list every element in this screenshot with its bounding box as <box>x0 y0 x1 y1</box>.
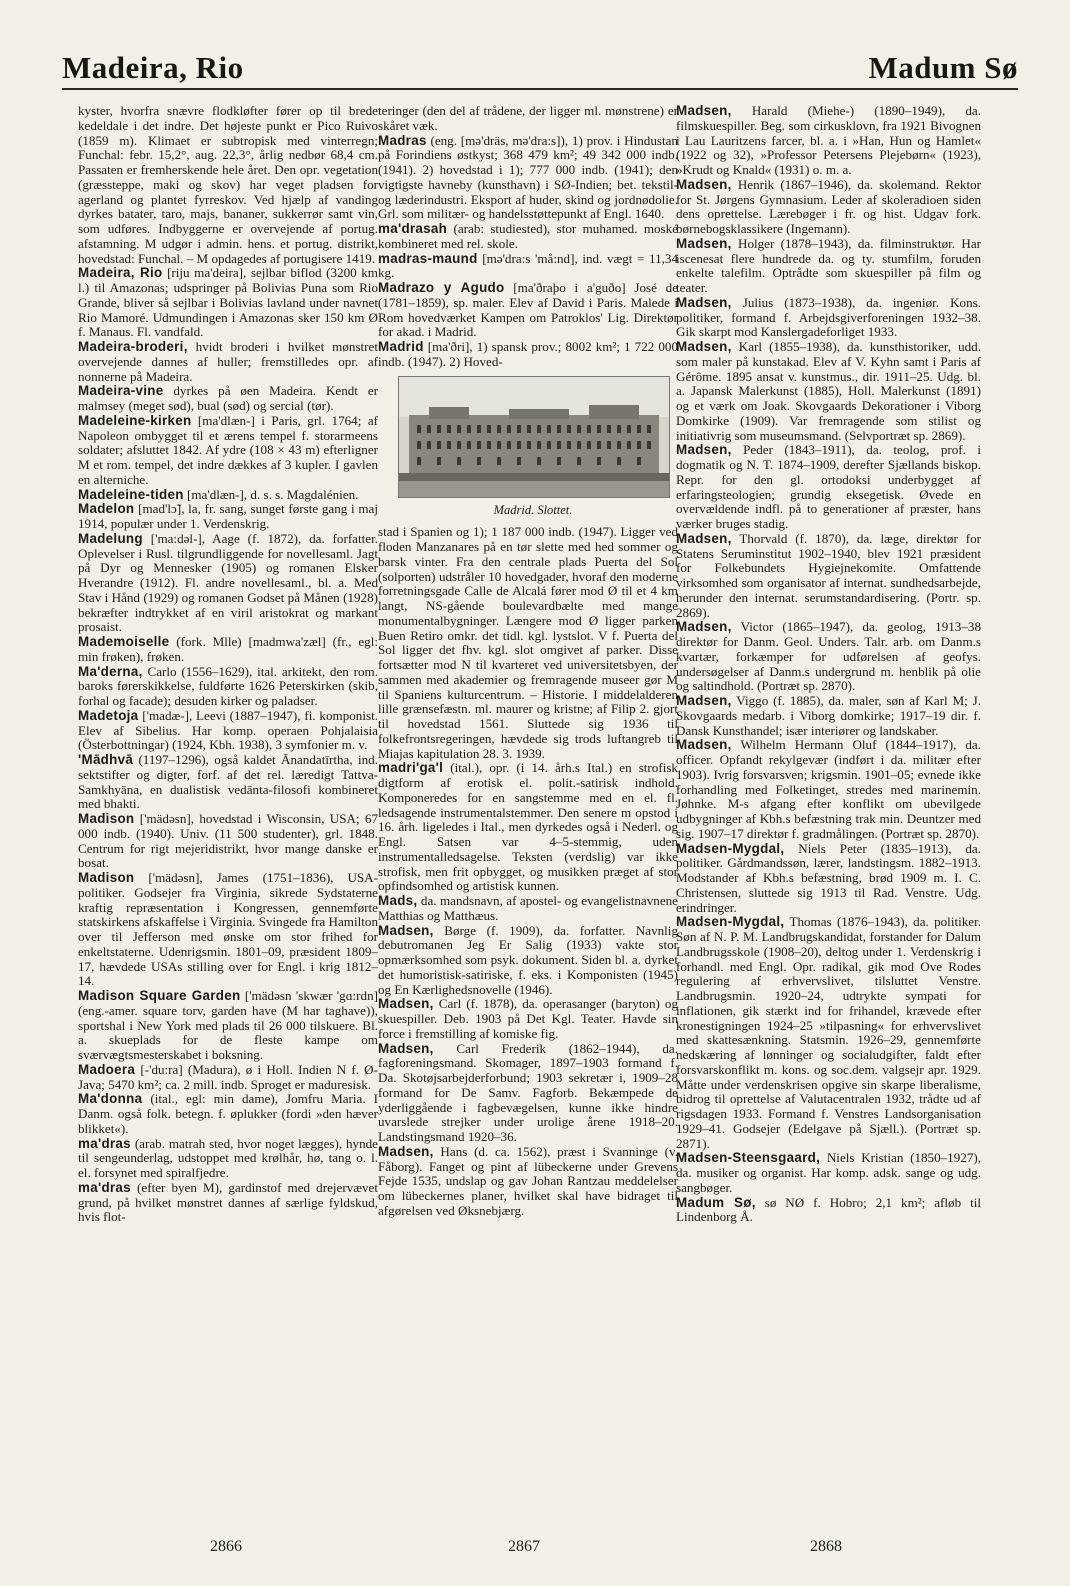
dictionary-entry <box>676 1196 981 1226</box>
dictionary-entry <box>378 525 678 761</box>
dictionary-entry <box>78 812 378 871</box>
entry-headword: Madison Square Garden <box>78 988 241 1003</box>
entry-text: Karl (1855–1938), da. kunsthistoriker, udd. som maler på kunstakad. Elev af V. Kyhn samt i Paris af Gérôme. 1895 ansat v. kunstmus., dir. 1911–25. Udg. bl. a. Japansk Malerkunst (1885), Holl. Malerkunst (1891) og et værk om Joak. Skovgaards Dekorationer i Viborg Domkirke (1909). Var fremragende som stilist og initiativrig som museumsmand. (Selvportræt sp. 2869). <box>676 339 981 443</box>
header-left-title: Madeira, Rio <box>62 50 244 85</box>
entry-headword: Madsen, <box>676 294 732 310</box>
madrid-palace-photo <box>398 376 670 498</box>
dictionary-entry <box>676 738 981 841</box>
dictionary-entry <box>676 694 981 738</box>
entry-headword: Mademoiselle <box>78 634 170 649</box>
dictionary-entry <box>378 134 678 223</box>
entry-text: Wilhelm Hermann Oluf (1844–1917), da. officer. Opfandt rekylgevær (indført i da. militær efter 1903). Ivrig forsvarsven; krigsmin. 1901–05; evnede ikke forhandling med Folketinget, stredes med marinemin. Jøhnke. M-s afgang efter konflikt om ubevilgede udbygninger af Kbh.s befæstning trak min. Deuntzer med sig. 1907–17 direktør f. gradmålingen. (Portræt sp. 2870). <box>676 737 981 841</box>
entry-headword: Madsen, <box>676 235 732 251</box>
dictionary-entry <box>78 266 378 340</box>
entry-headword: Madrazo y Agudo <box>378 280 505 295</box>
entry-headword: Madoera <box>78 1061 136 1077</box>
entry-text: [riju ma'deira], sejlbar biflod (3200 km l.) til Amazonas; udspringer på Bolivias Puna som Rio Grande, bliver så sejlbar i Bolivias lavland under navnet Rio Mamoré. Udmundingen i Amazonas sker 150 km Ø f. Manaus. Fl. vandfald. <box>78 265 378 340</box>
entry-headword: Mads, <box>378 893 418 908</box>
dictionary-entry <box>78 635 378 665</box>
entry-headword: Madsen, <box>676 693 732 708</box>
dictionary-entry <box>676 104 981 178</box>
entry-text: Hans (d. ca. 1562), præst i Svanninge (v. Fåborg). Fanget og pint af lübeckerne under Grevens Fejde 1535, undslap og gav Johan Rantzau meddelelser om lübeckernes planer, hvilket skal have bidraget til afgørelsen ved Øksnebjærg. <box>378 1143 678 1218</box>
header-rule <box>62 88 1018 90</box>
dictionary-entry <box>676 443 981 532</box>
entry-text: ['mädəsn 'skwær 'gɑ:rdn] (eng.-amer. square torv, garden have (M har taghave)), sportshal i New York med plads til 26 000 tilskuere. Bl. a. skueplads for de fleste kampe om sværvægtsmesterskabet i boksning. <box>78 988 378 1062</box>
dictionary-entry <box>78 753 378 812</box>
page-number-middle: 2867 <box>508 1538 540 1555</box>
entry-headword: Ma'derna, <box>78 663 143 679</box>
entry-text: Henrik (1867–1946), da. skolemand. Rektor for St. Jørgens Gymnasium. Leder af skoleradioen siden dens oprettelse. Lærebøger i fr. og hist. Udgav fork. børnebogsklassikere (Ingemann). <box>676 176 981 236</box>
entry-text: (ital.), opr. (i 14. årh.s Ital.) en strofisk digtform af erotisk el. polit.-satirisk indhold. Komponeredes for en sangstemme med en el. fl. ledsagende instrumentalstemmer. Den senere m opstod i 16. årh. ligeledes i Ital., men dyrkedes også i Nederl. og Engl. Satsen var 4–5-stemmig, uden instrumentalledsagelse. Teksten (verdslig) var ikke strofisk, men frit opbygget, og musikken præget af stor opfindsomhed og artistisk kunnen. <box>378 760 678 894</box>
column-2-upper <box>378 104 678 370</box>
entry-text: kyster, hvorfra snævre flodkløfter fører op til brede kedeldale i det indre. Det højeste punkt er Pico Ruivo (1859 m). Klimaet er subtropisk med vinterregn; Funchal: febr. 15,2°, aug. 22,3°, årlig nedbør 68,4 cm. Passaten er fremherskende hele året. Den opr. vegetation (græssteppe, maki og skov) har veget pladsen for agerland og plantet fyrreskov. Ved hjælp af vanding dyrkes batater, taro, majs, bananer, sukkerrør samt vin, som udføres. Indbyggerne er overvejende af portug. afstamning. M udgør i admin. hens. et portug. distrikt, hovedstad: Funchal. – M opdagedes af portugisere 1419. <box>78 104 378 266</box>
entry-text: ['madæ-], Leevi (1887–1947), fi. komponist. Elev af Sibelius. Har komp. operaen Pohjalaisia (Österbottningar) (1924, Kbh. 1938), 3 symfonier m. v. <box>78 707 378 753</box>
entry-headword: Madeleine-tiden <box>78 486 184 502</box>
dictionary-entry <box>378 924 678 998</box>
dictionary-entry <box>78 709 378 753</box>
dictionary-entry <box>78 104 378 266</box>
dictionary-entry <box>78 1181 378 1225</box>
dictionary-entry <box>78 871 378 989</box>
entry-text: ['ma:dəl-], Aage (f. 1872), da. forfatter. Oplevelser i Rusl. tilgrundliggende for novellesaml. Jagt på Dyr og Mennesker (1905) og romanen Elsker Hverandre (1912). Fl. andre novellesaml., bl. a. Med Stav i Hånd (1929) og romanen Godset på Månen (1928) bekræfter indtrykket af en viril aristokrat og markant prosaist. <box>78 530 378 635</box>
entry-text: (eng. [mə'dräs, mə'dra:s]), 1) prov. i Hindustan på Forindiens østkyst; 368 479 km²; 49 342 000 indb. (1941). 2) hovedstad i 1); 777 000 indb. (1941); den vigtigste havneby (kunsthavn) i SØ-Indien; bet. tekstil- og læderindustri. Eksport af huder, skind og jordnødolie. Grl. som militær- og handelsstøttepunkt af Engl. 1640. <box>378 132 678 222</box>
column-3 <box>676 104 981 1476</box>
dictionary-entry <box>378 222 678 252</box>
dictionary-entry <box>78 1092 378 1136</box>
entry-text: (arab. matrah sted, hvor noget lægges), hynde til sengeunderlag, udstoppet med krølhår, hø, tang o. l. el. forsynet med spiralfjedre. <box>78 1135 378 1180</box>
entry-text: da. mandsnavn, af apostel- og evangelistnavnene Matthias og Matthæus. <box>378 893 678 923</box>
page-number-left: 2866 <box>210 1538 242 1555</box>
entry-text: teringer (den del af trådene, der ligger ml. mønstrene) er skåret væk. <box>378 104 678 133</box>
entry-headword: Madelon <box>78 501 135 517</box>
entry-headword: Madsen, <box>378 996 434 1012</box>
entry-headword: Madum Sø, <box>676 1194 756 1210</box>
dictionary-entry <box>78 989 378 1063</box>
entry-text: Carlo (1556–1629), ital. arkitekt, den rom. baroks førerskikkelse, fuldførte 1626 Peterskirken (skib, forhal og facade); desuden kirker og paladser. <box>78 663 378 708</box>
entry-text: (efter byen M), gardinstof med drejervævet grund, på hvilket mønstret dannes af særlige fyldskud, hvis flot- <box>78 1179 378 1225</box>
dictionary-entry <box>78 532 378 635</box>
madrid-figure <box>398 376 668 518</box>
entry-text: [ma'dlæn-] i Paris, grl. 1764; af Napoleon ombygget til et ærens tempel f. storarmeens soldater; afsluttet 1842. Af ydre (108 × 43 m) efterligner M et rom. tempel, det indre dækkes af 3 kupler. I gavlen en alterniche. <box>78 412 378 487</box>
entry-headword: Madsen-Steensgaard, <box>676 1150 821 1166</box>
dictionary-entry <box>676 1151 981 1195</box>
entry-headword: madri'ga'l <box>378 760 444 776</box>
entry-headword: Madsen, <box>676 339 732 354</box>
dictionary-entry <box>378 252 678 282</box>
entry-headword: Madsen, <box>378 1040 434 1056</box>
entry-headword: Madeira-broderi, <box>78 339 188 354</box>
figure-caption: Madrid. Slottet. <box>493 502 573 517</box>
entry-headword: Madetoja <box>78 707 139 723</box>
entry-headword: Madsen, <box>676 619 732 635</box>
entry-headword: Madison <box>78 870 135 885</box>
entry-text: Niels Peter (1835–1913), da. politiker. Gårdmandssøn, lærer, landstingsm. 1882–1913. Modstander af Kbh.s befæstning, brød 1909 m. I. C. Christensen, sluttede sig 1913 til Rad. Venstre. Udg. erindringer. <box>676 840 981 915</box>
entry-headword: Madsen, <box>676 530 732 546</box>
entry-text: (ital., egl: min dame), Jomfru Maria. I Danm. også folk. betegn. f. øplukker (fordi »den hæver blikket«). <box>78 1091 378 1136</box>
entry-text: Børge (f. 1909), da. forfatter. Navnlig debutromanen Jeg Er Salig (1933) vakte stor opmærksomhed som psyk. dokument. Siden bl. a. dyrket det humoristisk-satiriske, f. eks. i Komponisten (1945) og En Kærlighedsnovelle (1946). <box>378 922 678 997</box>
entry-headword: ma'drasah <box>378 221 448 236</box>
entry-text: [-'du:ra] (Madura), ø i Holl. Indien N f. Ø-Java; 5470 km²; ca. 2 mill. indb. Sproget er maduresisk. <box>78 1061 378 1092</box>
entry-headword: ma'dras <box>78 1135 131 1151</box>
entry-headword: Madsen, <box>378 1143 434 1159</box>
page-header <box>62 40 1018 86</box>
column-1 <box>78 104 378 1476</box>
dictionary-entry <box>378 340 678 370</box>
entry-headword: madras-maund <box>378 250 478 266</box>
entry-headword: Madeira, Rio <box>78 265 163 281</box>
entry-headword: Madelung <box>78 530 143 546</box>
entry-text: (1197–1296), også kaldet Ānandatīrtha, ind. sektstifter og digter, forf. af det rel. læredigt Tattva-Samkhyāna, en dualistisk vedānta-filosofi kombineret med bhakti. <box>78 752 378 812</box>
entry-text: Harald (Miehe-) (1890–1949), da. filmskuespiller. Beg. som cirkusklovn, fra 1921 Bivognen i Lau Lauritzens farcer, bl. a. i »Han, Hun og Hamlet« (1922 og 32), »Professor Petersens Plejebørn« (1923), »Krudt og Knald« (1931) o. m. a. <box>676 104 981 177</box>
entry-headword: Madeleine-kirken <box>78 412 192 428</box>
dictionary-entry <box>78 502 378 532</box>
dictionary-entry <box>676 915 981 1151</box>
entry-text: hvidt broderi i hvilket mønstret overvejende dannes af huller; fremstilledes opr. af nonnerne på Madeira. <box>78 339 378 384</box>
header-right-title: Madum Sø <box>868 50 1018 85</box>
dictionary-entry <box>676 296 981 340</box>
entry-headword: Madsen, <box>676 737 732 753</box>
entry-headword: Madras <box>378 132 427 148</box>
dictionary-entry <box>676 842 981 916</box>
entry-text: (arab: studiested), stor muhamed. moské kombineret med rel. skole. <box>378 221 678 251</box>
entry-text: [ma'dlæn-], d. s. s. Magdalénien. <box>186 486 359 502</box>
dictionary-entry <box>676 178 981 237</box>
entry-headword: Madeira-vine <box>78 383 164 399</box>
entry-headword: Madsen-Mygdal, <box>676 840 785 856</box>
dictionary-entry <box>78 488 378 503</box>
entry-headword: Madsen, <box>676 442 732 458</box>
dictionary-entry <box>78 384 378 414</box>
entry-text: ['mädəsn], hovedstad i Wisconsin, USA; 67 000 indb. (1940). Univ. (11 500 studenter), grl. 1848. Centrum for rigt mejeridistrikt, hvor mange danske er bosat. <box>78 811 378 871</box>
dictionary-entry <box>378 997 678 1041</box>
entry-headword: Madrid <box>378 339 424 354</box>
dictionary-entry <box>78 665 378 709</box>
dictionary-entry <box>78 414 378 488</box>
dictionary-entry <box>676 620 981 694</box>
entry-text: Carl Frederik (1862–1944), da. fagforeningsmand. Skomager, 1897–1903 formand f. Da. Skotøjsarbejderforbund; 1903 sekretær i, 1909–28 formand for De Samv. Fagforb. Bekæmpede de yderliggående i fagbevægelsen, kunne ikke hindre uvarslede strejker under urolige årene 1918–20. Landstingsmand 1920–36. <box>378 1040 678 1144</box>
entry-headword: 'Mādhvā <box>78 752 134 767</box>
column-2-lower <box>378 525 678 1218</box>
entry-text: Viggo (f. 1885), da. maler, søn af Karl M; J. Skovgaards medarb. i Viborg domkirke; 1917–19 dir. f. Dansk Kunsthandel; især interiører og landskaber. <box>676 693 981 738</box>
dictionary-entry <box>78 1063 378 1093</box>
entry-text: Thorvald (f. 1870), da. læge, direktør for Statens Seruminstitut 1902–1940, blev 1921 præsident for Folkebundets Hygiejnekomite. Omfattende virksomhed som organisator af internat. sundhedsarbejde, herunder den internat. serumstandardisering. (Portr. sp. 2869). <box>676 530 981 620</box>
entry-headword: Madsen-Mygdal, <box>676 914 785 930</box>
entry-text: Julius (1873–1938), da. ingeniør. Kons. politiker, formand f. Arbejdsgiverforeningen 1932–38. Gik skarpt mod Kanslergadeforliget 1933. <box>676 294 981 340</box>
entry-headword: Madison <box>78 811 135 826</box>
dictionary-entry <box>78 1137 378 1181</box>
dictionary-entry <box>676 340 981 443</box>
dictionary-entry <box>676 532 981 621</box>
dictionary-entry <box>78 340 378 384</box>
dictionary-entry <box>378 761 678 894</box>
entry-text: Niels Kristian (1850–1927), da. musiker og organist. Har komp. adsk. sange og udg. sangbøger. <box>676 1150 981 1195</box>
entry-text: Victor (1865–1947), da. geolog, 1913–38 direktør for Danm. Geol. Unders. Talr. arb. om Danm.s kvartær, forkæmper for udførelsen af geofys. undersøgelser af Danm.s undergrund m. henblik på olie og saltindhold. (Portræt sp. 2870). <box>676 619 981 694</box>
entry-headword: ma'dras <box>78 1179 131 1195</box>
entry-headword: Madsen, <box>378 922 434 938</box>
entry-text: dyrkes på øen Madeira. Kendt er malmsey (meget sød), bual (sød) og sercial (tør). <box>78 383 378 413</box>
entry-text: (fork. Mlle) [madmwa'zæl] (fr., egl: min frøken), frøken. <box>78 634 378 664</box>
entry-text: stad i Spanien og 1); 1 187 000 indb. (1947). Ligger ved floden Manzanares på en tør slette med hed sommer og barsk vinter. Fra den centrale plads Puerta del Sol (solporten) udstråler 10 hovedgader, hvoraf den moderne forretningsgade Calle de Alcalá fører mod Ø til et 4 km langt, NS-gående boulevardbælte med mange monumentalbygninger. Længere mod Ø ligger parken Buen Retiro omkr. det tidl. kgl. lystslot. V f. Puerta del Sol ligger det fhv. kgl. slot omgivet af parker. Disse fortsætter mod N til kvarteret ved universitetsbyen, der sammen med akademier og fremragende museer gør M til Spaniens kulturcentrum. – Historie. I middelalderen lille grænsefæstn. ml. maurer og kristne; af Filip 2. gjort til hovedstad 1561. Sluttede sig 1936 til folkefrontsregeringen, hævdede sig trods luftangreb til Miajas kapitulation 28. 3. 1939. <box>378 524 678 761</box>
dictionary-entry <box>378 894 678 924</box>
dictionary-entry <box>676 237 981 296</box>
entry-text: Peder (1843–1911), da. teolog, prof. i dogmatik og N. T. 1874–1909, derefter Sjællands biskop. Repr. for den gl. ortodoksi underbygget af erfaringsteologien; grundig eksegetisk. Øvede en overvældende indfl. på to generationer af præster, hans værker bruges stadig. <box>676 442 981 531</box>
entry-text: Carl (f. 1878), da. operasanger (baryton) og skuespiller. Deb. 1903 på Det Kgl. Teater. Havde sin force i fremstilling af komiske fig. <box>378 996 678 1041</box>
entry-text: sø NØ f. Hobro; 2,1 km²; afløb til Lindenborg Å. <box>676 1194 981 1225</box>
entry-headword: Madsen, <box>676 176 732 192</box>
entry-text: [ma'ðri], 1) spansk prov.; 8002 km²; 1 722 000 indb. (1947). 2) Hoved- <box>378 339 678 369</box>
page-number-right: 2868 <box>810 1538 842 1555</box>
entry-headword: Ma'donna <box>78 1091 143 1107</box>
dictionary-entry <box>378 1145 678 1219</box>
entry-headword: Madsen, <box>676 104 732 118</box>
dictionary-entry <box>378 104 678 134</box>
entry-text: [mad'lɔ̃], la, fr. sang, sunget første gang i maj 1914, populær under 1. Verdenskrig. <box>78 501 378 531</box>
dictionary-entry <box>378 281 678 340</box>
entry-text: [mə'dra:s 'må:nd], ind. vægt = 11,34 kg. <box>378 250 678 281</box>
column-2 <box>378 104 678 1476</box>
entry-text: Holger (1878–1943), da. filminstruktør. Har iscenesat flere hundrede da. og ty. stumfilm, foruden enkelte talefilm. Optrådte som skuespiller på film og teater. <box>676 235 981 295</box>
entry-text: ['mädəsn], James (1751–1836), USA-politiker. Godsejer fra Virginia, sikrede Sydstaterne kraftig repræsentation i Kongressen, gennemførte statskirkens afskaffelse i Virginia. Svingede fra Hamilton over til Jefferson med ønske om stor frihed for enkeltstaterne. Udenrigsmin. 1801–09, præsident 1809–17, hævdede USAs stilling over for Engl. i krig 1812–14. <box>78 870 378 989</box>
dictionary-entry <box>378 1042 678 1145</box>
entry-text: [ma'ðraþo i a'guðo] José de (1781–1859), sp. maler. Elev af David i Paris. Malede i Rom hovedværket Kampen om Patroklos' Lig. Direktør for akad. i Madrid. <box>378 280 678 340</box>
entry-text: Thomas (1876–1943), da. politiker. Søn af N. P. M. Landbrugskandidat, forstander for Dalum Landbrugsskole (1908–20), deltog under 1. Verdenskrig i forhandl. med Engl. Opr. radikal, gik mod Ove Rodes regulering af erhvervslivet, tilsluttet Venstre. Landbrugsmin. 1920–24, udtrykte sympati for inflationen, gik stærkt ind for frihandel, krævede efter kronestigningen 1924–25 »tilpasning« for erhvervslivet med skattesænkning. Statsmin. 1926–29, gennemførte nedskæring af lønninger og socialudgifter, faldt efter forsvarskonflikt m. kons. og soc.dem. valgsejr apr. 1929. Måtte under verdenskrisen opgive sin skarpe liberalisme, bidrog til oprettelse af Valutacentralen 1932, trådte ud af rigsdagen 1933. Formand f. Venstres Landsorganisation 1929–41. Godsejer (Edelgave på Sjæll.). (Portræt sp. 2871). <box>676 914 981 1151</box>
